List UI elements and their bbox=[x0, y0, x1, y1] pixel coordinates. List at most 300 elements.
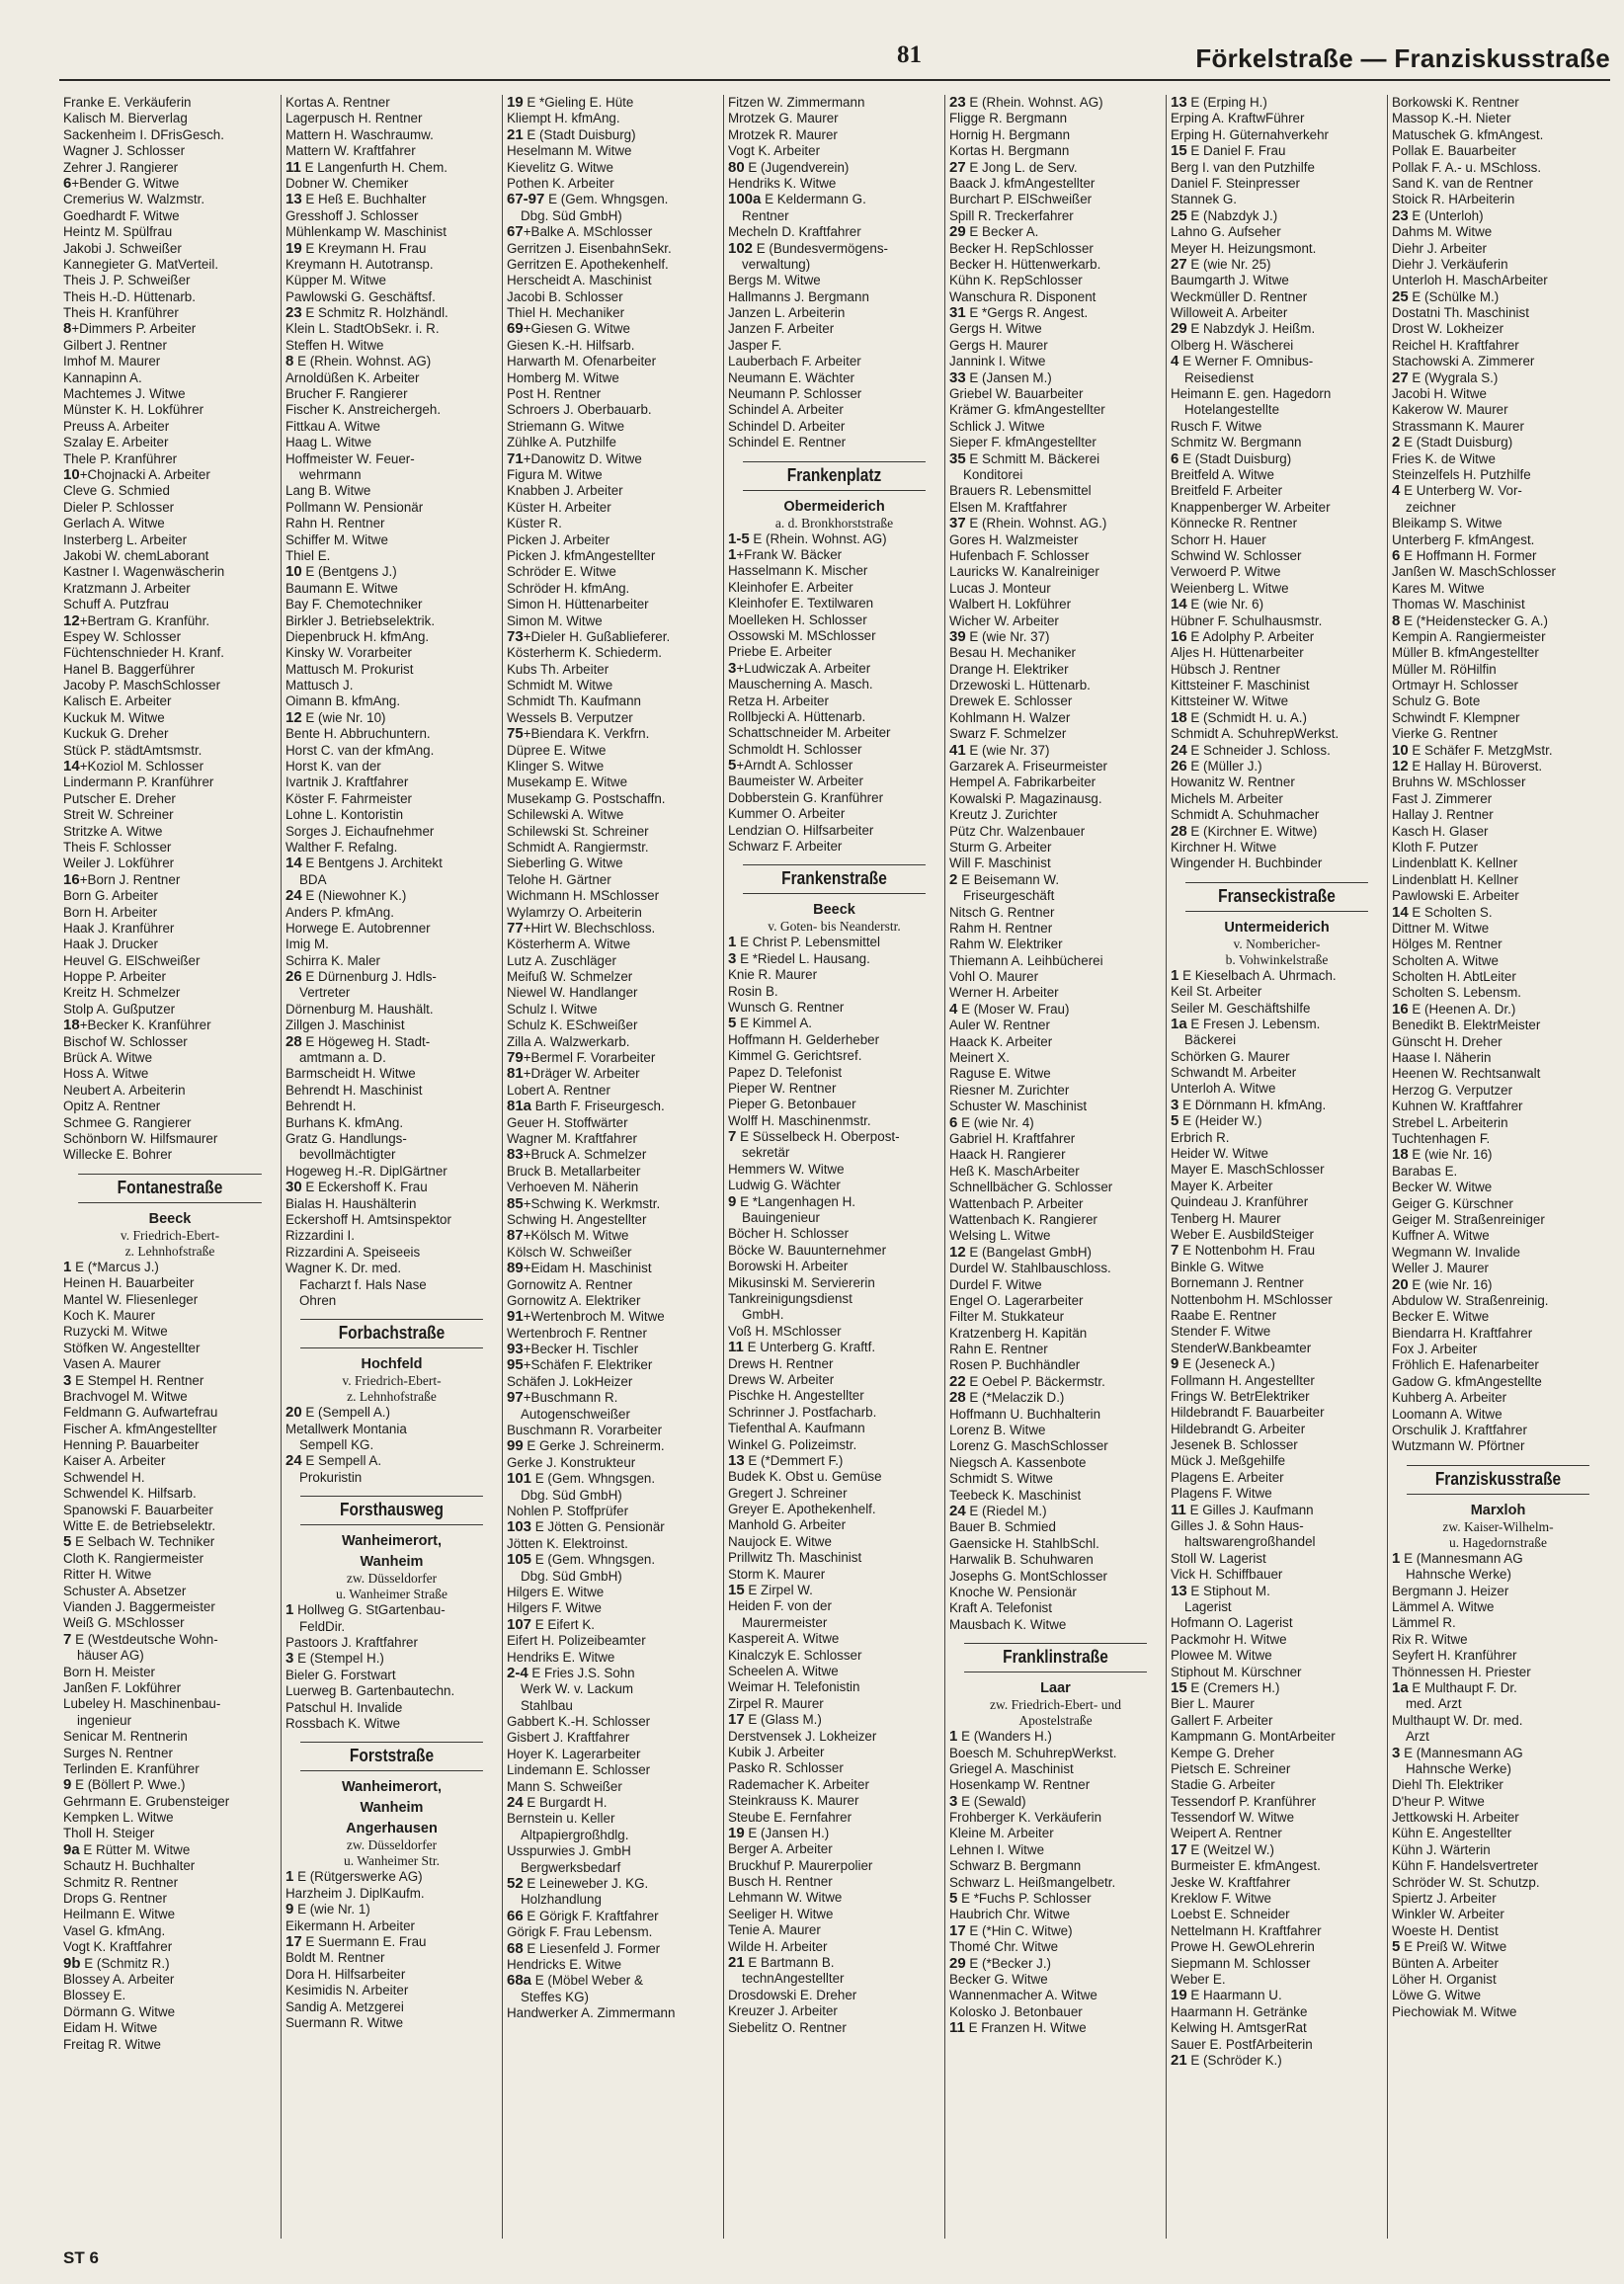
directory-entry: Geiger M. Straßenreiniger bbox=[1392, 1211, 1545, 1227]
directory-entry: Heenen W. Rechtsanwalt bbox=[1392, 1066, 1541, 1082]
directory-entry: Dora H. Hilfsarbeiter bbox=[285, 1966, 406, 1982]
house-number: 11 bbox=[949, 2020, 965, 2037]
district-name: Wanheimerort, bbox=[342, 1779, 442, 1796]
footer-mark: ST 6 bbox=[63, 2248, 99, 2267]
directory-entry: Pietsch E. Schreiner bbox=[1171, 1760, 1291, 1776]
directory-entry: Sand K. van de Rentner bbox=[1392, 175, 1533, 191]
directory-entry: Drzewoski L. Hüttenarb. bbox=[949, 678, 1091, 693]
directory-entry: Barabas E. bbox=[1392, 1163, 1458, 1179]
directory-entry: 6 E (wie Nr. 4) bbox=[949, 1114, 1034, 1131]
directory-entry: Thönnessen H. Priester bbox=[1392, 1664, 1531, 1679]
directory-entry: Cremerius W. Walzmstr. bbox=[63, 192, 205, 207]
directory-entry: Ludwig G. Wächter bbox=[728, 1178, 841, 1193]
directory-entry: Vianden J. Baggermeister bbox=[63, 1598, 215, 1614]
directory-entry: 99 E Gerke J. Schreinerm. bbox=[507, 1438, 665, 1455]
directory-entry: Heselmann M. Witwe bbox=[507, 143, 632, 159]
house-number: 79 bbox=[507, 1050, 524, 1067]
directory-entry: Szalay E. Arbeiter bbox=[63, 435, 169, 450]
directory-entry: Klein L. StadtObSekr. i. R. bbox=[285, 321, 440, 337]
house-number: 24 bbox=[507, 1795, 524, 1812]
directory-entry: 28 E (*Melaczik D.) bbox=[949, 1390, 1065, 1407]
house-number: 13 bbox=[1171, 95, 1187, 111]
directory-entry: Heider W. Witwe bbox=[1171, 1146, 1268, 1162]
directory-entry: Hendriks K. Witwe bbox=[728, 175, 837, 191]
directory-entry: Tiefenthal A. Kaufmann bbox=[728, 1421, 865, 1436]
directory-entry: Tenie A. Maurer bbox=[728, 1922, 821, 1938]
directory-entry: Janzen F. Arbeiter bbox=[728, 321, 835, 337]
column-3 bbox=[502, 95, 723, 2239]
directory-entry: Jesenek B. Schlosser bbox=[1171, 1437, 1298, 1453]
directory-entry: Gerlach A. Witwe bbox=[63, 516, 165, 531]
directory-entry: Koch K. Maurer bbox=[63, 1307, 156, 1323]
house-number: 9 bbox=[1171, 1356, 1179, 1373]
directory-entry: Spanowski F. Bauarbeiter bbox=[63, 1502, 213, 1517]
directory-entry: Küster R. bbox=[507, 516, 562, 531]
directory-entry: Kowalski P. Magazinausg. bbox=[949, 790, 1102, 806]
directory-entry: Frohberger K. Verkäuferin bbox=[949, 1810, 1102, 1826]
directory-entry: Budek K. Obst u. Gemüse bbox=[728, 1469, 882, 1485]
directory-entry: Lucas J. Monteur bbox=[949, 580, 1051, 596]
directory-entry: 97+Buschmann R. bbox=[507, 1390, 618, 1407]
house-number: 6 bbox=[63, 175, 72, 192]
house-number: 17 bbox=[949, 1922, 966, 1939]
directory-entry: Mausbach K. Witwe bbox=[949, 1616, 1067, 1632]
directory-entry: Eckershoff H. Amtsinspektor bbox=[285, 1211, 451, 1227]
directory-entry: Garzarek A. Friseurmeister bbox=[949, 759, 1107, 775]
directory-entry: Pieper W. Rentner bbox=[728, 1080, 837, 1096]
house-number: 68 bbox=[507, 1940, 524, 1957]
directory-entry: Schäfen J. LokHeizer bbox=[507, 1373, 633, 1389]
directory-entry: Lämmel R. bbox=[1392, 1615, 1456, 1631]
street-extent: v. Goten- bis Neanderstr. bbox=[768, 919, 901, 935]
directory-entry: Drosdowski E. Dreher bbox=[728, 1987, 857, 2002]
directory-entry: Plagens E. Arbeiter bbox=[1171, 1469, 1284, 1485]
directory-entry: Eifert H. Polizeibeamter bbox=[507, 1633, 646, 1649]
directory-entry: Mattusch M. Prokurist bbox=[285, 661, 414, 677]
directory-entry: Holzhandlung bbox=[521, 1892, 602, 1908]
directory-entry: Orschulik J. Kraftfahrer bbox=[1392, 1423, 1527, 1438]
directory-entry: Horst K. van der bbox=[285, 759, 381, 775]
directory-entry: Lindenblatt K. Kellner bbox=[1392, 856, 1518, 871]
directory-entry: 6 E (Stadt Duisburg) bbox=[1171, 450, 1292, 467]
directory-entry: 11 E Unterberg G. Kraftf. bbox=[728, 1340, 876, 1356]
street-extent: zw. Düsseldorfer bbox=[346, 1837, 438, 1853]
directory-entry: Picken J. kfmAngestellter bbox=[507, 547, 656, 563]
directory-entry: Vertreter bbox=[299, 985, 351, 1001]
directory-entry: Kakerow W. Maurer bbox=[1392, 402, 1508, 418]
directory-entry: 20 E (Sempell A.) bbox=[285, 1405, 390, 1422]
directory-entry: Schwarz B. Bergmann bbox=[949, 1858, 1082, 1874]
house-number: 3 bbox=[728, 660, 737, 677]
directory-entry: Jacobi H. Witwe bbox=[1392, 386, 1487, 402]
directory-entry: 67-97 E (Gem. Whngsgen. bbox=[507, 192, 669, 208]
directory-entry: Kleinhofer E. Textilwaren bbox=[728, 596, 874, 612]
directory-entry: med. Arzt bbox=[1406, 1696, 1462, 1712]
house-number: 4 bbox=[949, 1001, 958, 1018]
directory-entry: Haack H. Rangierer bbox=[949, 1147, 1066, 1163]
directory-entry: 10 E (Bentgens J.) bbox=[285, 564, 397, 581]
directory-entry: Espey W. Schlosser bbox=[63, 628, 182, 644]
directory-entry: Schmoldt H. Schlosser bbox=[728, 741, 862, 757]
directory-entry: Walbert H. Lokführer bbox=[949, 597, 1072, 612]
directory-entry: Drops G. Rentner bbox=[63, 1891, 167, 1907]
directory-entry: Opitz A. Rentner bbox=[63, 1099, 161, 1114]
directory-entry: Unterloh A. Witwe bbox=[1171, 1081, 1276, 1097]
directory-entry: Kastner I. Wagenwäscherin bbox=[63, 564, 225, 580]
directory-entry: Herscheidt A. Maschinist bbox=[507, 273, 652, 288]
directory-entry: 1 E (Mannesmann AG bbox=[1392, 1550, 1523, 1567]
directory-entry: 9 E (wie Nr. 1) bbox=[285, 1902, 370, 1918]
directory-entry: Fischer K. Anstreichergeh. bbox=[285, 402, 442, 418]
directory-entry: Schilewski A. Witwe bbox=[507, 807, 624, 823]
directory-entry: Rizzardini I. bbox=[285, 1228, 355, 1244]
directory-entry: Kinsky W. Vorarbeiter bbox=[285, 645, 413, 661]
directory-entry: Arzt bbox=[1406, 1729, 1429, 1745]
house-number: 27 bbox=[949, 159, 966, 176]
directory-entry: Düpree E. Witwe bbox=[507, 742, 607, 758]
directory-entry: 1a E Multhaupt F. Dr. bbox=[1392, 1679, 1517, 1696]
directory-entry: Papez D. Telefonist bbox=[728, 1064, 843, 1080]
directory-entry: 28 E Högeweg H. Stadt- bbox=[285, 1033, 431, 1050]
directory-entry: Günscht H. Dreher bbox=[1392, 1033, 1502, 1049]
directory-entry: 89+Eidam H. Maschinist bbox=[507, 1261, 652, 1277]
directory-entry: 7 E Süsselbeck H. Oberpost- bbox=[728, 1129, 900, 1146]
directory-entry: Hoyer K. Lagerarbeiter bbox=[507, 1746, 641, 1761]
directory-entry: 12 E (Bangelast GmbH) bbox=[949, 1244, 1092, 1261]
directory-entry: Baumgarth J. Witwe bbox=[1171, 273, 1289, 288]
directory-entry: Bente H. Abbruchuntern. bbox=[285, 726, 431, 742]
directory-entry: Bauingenieur bbox=[742, 1210, 820, 1226]
house-number: 73 bbox=[507, 628, 524, 645]
directory-entry: Hemmers W. Witwe bbox=[728, 1161, 845, 1177]
directory-entry: Ivartnik J. Kraftfahrer bbox=[285, 775, 409, 790]
directory-entry: Schmee G. Rangierer bbox=[63, 1114, 192, 1130]
directory-entry: D'heur P. Witwe bbox=[1392, 1793, 1485, 1809]
district-name: Angerhausen bbox=[346, 1821, 438, 1837]
directory-entry: Tessendorf P. Kranführer bbox=[1171, 1793, 1317, 1809]
house-number: 17 bbox=[285, 1933, 302, 1950]
house-number: 7 bbox=[1171, 1243, 1179, 1260]
directory-entry: Schorr H. Hauer bbox=[1171, 531, 1266, 547]
house-number: 23 bbox=[285, 305, 302, 322]
house-number: 99 bbox=[507, 1438, 524, 1455]
directory-entry: Kubs Th. Arbeiter bbox=[507, 661, 609, 677]
directory-entry: 23 E Schmitz R. Holzhändl. bbox=[285, 305, 448, 322]
directory-entry: Feldmann G. Aufwartefrau bbox=[63, 1405, 218, 1421]
directory-entry: Kolosko J. Betonbauer bbox=[949, 2003, 1083, 2019]
directory-entry: 23 E (Unterloh) bbox=[1392, 207, 1484, 224]
directory-entry: Giesen K.-H. Hilfsarb. bbox=[507, 337, 635, 353]
directory-entry: Dbg. Süd GmbH) bbox=[521, 1487, 622, 1503]
street-extent: zw. Kaiser-Wilhelm- bbox=[1442, 1518, 1554, 1534]
directory-entry: Packmohr H. Witwe bbox=[1171, 1631, 1287, 1647]
directory-entry: Dobner W. Chemiker bbox=[285, 175, 409, 191]
directory-entry: Jacoby P. MaschSchlosser bbox=[63, 678, 221, 693]
directory-entry: Wunsch G. Rentner bbox=[728, 999, 845, 1015]
directory-columns bbox=[59, 95, 1610, 2239]
directory-entry: 83+Bruck A. Schmelzer bbox=[507, 1147, 647, 1164]
directory-entry: Kuhberg A. Arbeiter bbox=[1392, 1390, 1507, 1406]
directory-entry: Steinkrauss K. Maurer bbox=[728, 1793, 859, 1809]
directory-entry: Ohren bbox=[299, 1292, 337, 1308]
directory-entry: Schmitz W. Bergmann bbox=[1171, 435, 1302, 450]
directory-entry: Schwendel H. bbox=[63, 1469, 145, 1485]
district-name: Hochfeld bbox=[361, 1356, 423, 1373]
directory-entry: Eikermann H. Arbeiter bbox=[285, 1917, 415, 1933]
directory-entry: Kölsch W. Schweißer bbox=[507, 1244, 632, 1260]
directory-entry: Lohne L. Kontoristin bbox=[285, 807, 404, 823]
directory-entry: Greyer E. Apothekenhelf. bbox=[728, 1502, 876, 1517]
directory-entry: Theis H. Kranführer bbox=[63, 305, 179, 321]
directory-entry: 15 E Daniel F. Frau bbox=[1171, 143, 1286, 160]
directory-entry: 11 E Franzen H. Witwe bbox=[949, 2020, 1087, 2037]
directory-entry: Thomé Chr. Witwe bbox=[949, 1939, 1059, 1955]
directory-entry: 1 E Kieselbach A. Uhrmach. bbox=[1171, 967, 1337, 984]
directory-entry: Goedhardt F. Witwe bbox=[63, 207, 180, 223]
directory-entry: Jettkowski H. Arbeiter bbox=[1392, 1810, 1519, 1826]
street-heading: Fontanestraße bbox=[78, 1174, 262, 1203]
directory-entry: Heintz M. Spülfrau bbox=[63, 224, 173, 240]
directory-entry: 19 E *Gieling E. Hüte bbox=[507, 95, 634, 111]
directory-entry: 19 E Kreymann H. Frau bbox=[285, 240, 427, 257]
directory-entry: Hempel A. Fabrikarbeiter bbox=[949, 775, 1096, 790]
directory-entry: Schrinner J. Postfacharb. bbox=[728, 1404, 877, 1420]
directory-entry: Stachowski A. Zimmerer bbox=[1392, 354, 1535, 369]
directory-entry: Kuffner A. Witwe bbox=[1392, 1228, 1490, 1244]
directory-entry: Dostatni Th. Maschinist bbox=[1392, 305, 1529, 321]
directory-entry: 19 E (Jansen H.) bbox=[728, 1825, 830, 1841]
directory-entry: Spill R. Treckerfahrer bbox=[949, 207, 1074, 223]
directory-entry: Pieper G. Betonbauer bbox=[728, 1097, 856, 1112]
directory-entry: Schröder H. kfmAng. bbox=[507, 580, 630, 596]
house-number: 4 bbox=[1171, 354, 1179, 370]
directory-entry: Kelwing H. AmtsgerRat bbox=[1171, 2020, 1307, 2036]
street-heading: Franklinstraße bbox=[964, 1643, 1147, 1672]
house-number: 35 bbox=[949, 450, 966, 467]
directory-entry: Dittner M. Witwe bbox=[1392, 920, 1490, 936]
directory-entry: Gergs H. Witwe bbox=[949, 321, 1042, 337]
directory-entry: Drews W. Arbeiter bbox=[728, 1371, 835, 1387]
street-extent: zw. Düsseldorfer bbox=[346, 1571, 438, 1587]
directory-entry: Hildebrandt G. Arbeiter bbox=[1171, 1421, 1306, 1436]
directory-entry: Tessendorf W. Witwe bbox=[1171, 1810, 1295, 1826]
directory-entry: Cleve G. Schmied bbox=[63, 483, 170, 499]
house-number: 2-4 bbox=[507, 1665, 528, 1681]
house-number: 1a bbox=[1171, 1016, 1187, 1032]
directory-entry: Weller J. Maurer bbox=[1392, 1261, 1489, 1276]
directory-entry: Hoss A. Witwe bbox=[63, 1066, 149, 1082]
directory-entry: Hofmann O. Lagerist bbox=[1171, 1615, 1293, 1631]
directory-entry: Haak J. Drucker bbox=[63, 937, 158, 952]
directory-entry: Raabe E. Rentner bbox=[1171, 1307, 1277, 1323]
directory-entry: 100a E Keldermann G. bbox=[728, 192, 866, 208]
directory-entry: 52 E Leineweber J. KG. bbox=[507, 1875, 649, 1892]
directory-entry: Kreymann H. Autotransp. bbox=[285, 256, 434, 272]
directory-entry: 20 E (wie Nr. 16) bbox=[1392, 1276, 1493, 1293]
directory-entry: Putscher E. Dreher bbox=[63, 790, 176, 806]
directory-entry: Diehr J. Verkäuferin bbox=[1392, 256, 1508, 272]
page-header bbox=[59, 38, 1610, 81]
directory-entry: Seyfert H. Kranführer bbox=[1392, 1648, 1517, 1664]
directory-entry: 26 E (Müller J.) bbox=[1171, 759, 1262, 775]
directory-entry: Kesimidis N. Arbeiter bbox=[285, 1983, 409, 1998]
directory-entry: Fitzen W. Zimmermann bbox=[728, 95, 865, 110]
directory-entry: Preuss A. Arbeiter bbox=[63, 418, 170, 434]
column-7 bbox=[1387, 95, 1608, 2239]
directory-entry: Hilgers E. Witwe bbox=[507, 1584, 605, 1599]
directory-entry: Bleikamp S. Witwe bbox=[1392, 516, 1502, 531]
directory-entry: Pawlowski E. Arbeiter bbox=[1392, 888, 1519, 904]
directory-entry: Scholten A. Witwe bbox=[1392, 952, 1499, 968]
directory-entry: Kievelitz G. Witwe bbox=[507, 159, 613, 175]
directory-entry: Matuschek G. kfmAngest. bbox=[1392, 126, 1544, 142]
directory-entry: Siebelitz O. Rentner bbox=[728, 2019, 847, 2035]
house-number: 89 bbox=[507, 1261, 524, 1277]
directory-entry: 2 E Beisemann W. bbox=[949, 871, 1060, 888]
directory-entry: Rizzardini A. Speiseeis bbox=[285, 1244, 421, 1260]
house-number: 21 bbox=[507, 126, 524, 143]
directory-entry: 1 E (Wanders H.) bbox=[949, 1729, 1052, 1746]
house-number: 3 bbox=[285, 1651, 294, 1668]
directory-entry: Baack J. kfmAngestellter bbox=[949, 175, 1096, 191]
directory-entry: 6+Bender G. Witwe bbox=[63, 175, 180, 192]
directory-entry: Bruhns W. MSchlosser bbox=[1392, 775, 1526, 790]
directory-entry: Sieberling G. Witwe bbox=[507, 856, 623, 871]
directory-entry: Senicar M. Rentnerin bbox=[63, 1729, 188, 1745]
house-number: 15 bbox=[728, 1583, 745, 1599]
directory-entry: Haubrich Chr. Witwe bbox=[949, 1907, 1071, 1922]
house-number: 1 bbox=[285, 1602, 294, 1619]
house-number: 10 bbox=[285, 564, 302, 581]
directory-entry: Olberg H. Wäscherei bbox=[1171, 337, 1294, 353]
directory-entry: Borkowski K. Rentner bbox=[1392, 95, 1519, 110]
directory-entry: Münster K. H. Lokführer bbox=[63, 402, 204, 418]
directory-entry: Kreklow F. Witwe bbox=[1171, 1891, 1271, 1907]
directory-entry: Baumeister W. Arbeiter bbox=[728, 774, 863, 789]
house-number: 3 bbox=[1392, 1745, 1401, 1761]
directory-entry: Kühn E. Angestellter bbox=[1392, 1826, 1512, 1841]
directory-entry: Becker H. Hüttenwerkarb. bbox=[949, 256, 1101, 272]
directory-entry: Strassmann K. Maurer bbox=[1392, 418, 1524, 434]
house-number: 28 bbox=[949, 1390, 966, 1407]
page-number: 81 bbox=[897, 41, 922, 68]
directory-entry: Weckmüller D. Rentner bbox=[1171, 288, 1308, 304]
house-number: 6 bbox=[1392, 547, 1401, 564]
house-number: 9a bbox=[63, 1841, 80, 1858]
directory-entry: Hendricks E. Witwe bbox=[507, 1956, 622, 1972]
directory-entry: 93+Becker H. Tischler bbox=[507, 1342, 639, 1358]
house-number: 9 bbox=[63, 1777, 72, 1794]
directory-entry: Haag L. Witwe bbox=[285, 435, 372, 450]
directory-entry: Wattenbach P. Arbeiter bbox=[949, 1195, 1084, 1211]
directory-entry: Bernstein u. Keller bbox=[507, 1811, 615, 1827]
directory-entry: Hendriks E. Witwe bbox=[507, 1649, 615, 1665]
directory-entry: 25 E (Schülke M.) bbox=[1392, 288, 1500, 305]
directory-entry: Breitfeld F. Arbeiter bbox=[1171, 483, 1283, 499]
directory-entry: Birkler J. Betriebselektrik. bbox=[285, 612, 436, 628]
directory-entry: Kempin A. Rangiermeister bbox=[1392, 628, 1546, 644]
directory-entry: Geuer H. Stoffwärter bbox=[507, 1114, 628, 1130]
directory-entry: 17 E (Glass M.) bbox=[728, 1712, 822, 1729]
street-extent: z. Lehnhofstraße bbox=[124, 1243, 215, 1259]
directory-entry: 18 E (wie Nr. 16) bbox=[1392, 1147, 1493, 1164]
street-extent: v. Friedrich-Ebert- bbox=[120, 1227, 220, 1243]
directory-entry: Dahms M. Witwe bbox=[1392, 224, 1493, 240]
directory-entry: Kimmel G. Gerichtsref. bbox=[728, 1048, 862, 1064]
house-number: 29 bbox=[949, 1955, 966, 1972]
directory-entry: Borowski H. Arbeiter bbox=[728, 1259, 849, 1274]
directory-entry: Lauricks W. Kanalreiniger bbox=[949, 564, 1099, 580]
directory-entry: 10+Chojnacki A. Arbeiter bbox=[63, 466, 210, 483]
directory-entry: Kuckuk M. Witwe bbox=[63, 709, 165, 725]
street-extent: a. d. Bronkhorststraße bbox=[774, 515, 894, 530]
directory-entry: Willecke E. Bohrer bbox=[63, 1147, 173, 1163]
directory-entry: Behrendt H. Maschinist bbox=[285, 1082, 423, 1098]
directory-entry: Gores H. Walzmeister bbox=[949, 531, 1079, 547]
house-number: 6 bbox=[1171, 450, 1179, 467]
directory-entry: Berg I. van den Putzhilfe bbox=[1171, 159, 1315, 175]
directory-entry: Pütz Chr. Walzenbauer bbox=[949, 823, 1086, 839]
directory-entry: Schmidt Th. Kaufmann bbox=[507, 693, 641, 709]
directory-entry: Friseurgeschäft bbox=[963, 888, 1055, 904]
directory-entry: Surges N. Rentner bbox=[63, 1745, 173, 1760]
house-number: 1 bbox=[1392, 1550, 1401, 1567]
directory-entry: Schmidt A. Rangiermstr. bbox=[507, 839, 649, 855]
directory-entry: Schönborn W. Hilfsmaurer bbox=[63, 1131, 218, 1146]
directory-entry: 11 E Langenfurth H. Chem. bbox=[285, 159, 447, 176]
directory-entry: 69+Giesen G. Witwe bbox=[507, 321, 630, 338]
directory-entry: Kloth F. Putzer bbox=[1392, 839, 1479, 855]
directory-entry: Wilde H. Arbeiter bbox=[728, 1938, 828, 1954]
directory-entry: Gilbert J. Rentner bbox=[63, 337, 167, 353]
directory-entry: Heimann E. gen. Hagedorn bbox=[1171, 386, 1332, 402]
directory-entry: 11 E Gilles J. Kaufmann bbox=[1171, 1502, 1314, 1518]
directory-entry: Bieler G. Forstwart bbox=[285, 1667, 396, 1682]
directory-entry: Lagerpusch H. Rentner bbox=[285, 111, 423, 126]
directory-entry: 2-4 E Fries J.S. Sohn bbox=[507, 1665, 635, 1681]
directory-entry: Tenberg H. Maurer bbox=[1171, 1210, 1281, 1226]
directory-entry: häuser AG) bbox=[77, 1648, 144, 1664]
house-number: 12 bbox=[949, 1244, 966, 1261]
directory-entry: Weimar H. Telefonistin bbox=[728, 1679, 860, 1695]
directory-entry: Schmidt M. Witwe bbox=[507, 678, 613, 693]
directory-entry: Schwendel K. Hilfsarb. bbox=[63, 1486, 197, 1502]
directory-entry: Biendarra H. Kraftfahrer bbox=[1392, 1325, 1533, 1341]
street-extent: zw. Friedrich-Ebert- und bbox=[990, 1697, 1121, 1713]
directory-entry: 27 E Jong L. de Serv. bbox=[949, 159, 1078, 176]
directory-entry: Erbrich R. bbox=[1171, 1129, 1230, 1145]
directory-entry: Becker H. RepSchlosser bbox=[949, 240, 1094, 256]
street-extent: u. Wanheimer Straße bbox=[335, 1587, 447, 1602]
directory-entry: 3 E Stempel H. Rentner bbox=[63, 1372, 204, 1389]
directory-entry: Sieper F. kfmAngestellter bbox=[949, 435, 1096, 450]
directory-entry: 13 E (Erping H.) bbox=[1171, 95, 1267, 111]
directory-entry: 2 E (Stadt Duisburg) bbox=[1392, 435, 1513, 451]
directory-entry: Görigk F. Frau Lebensm. bbox=[507, 1924, 653, 1940]
directory-entry: 24 E Sempell A. bbox=[285, 1453, 382, 1470]
directory-entry: Vogt K. Arbeiter bbox=[728, 143, 821, 159]
directory-entry: Elsen M. Kraftfahrer bbox=[949, 499, 1068, 515]
directory-entry: Schwarz F. Arbeiter bbox=[728, 839, 843, 855]
house-number: 16 bbox=[63, 871, 80, 888]
directory-entry: Mauscherning A. Masch. bbox=[728, 677, 873, 693]
directory-entry: Wanschura R. Disponent bbox=[949, 288, 1096, 304]
directory-entry: Follmann H. Angestellter bbox=[1171, 1372, 1315, 1388]
directory-entry: Welsing L. Witwe bbox=[949, 1228, 1051, 1244]
column-2 bbox=[281, 95, 502, 2239]
house-number: 91 bbox=[507, 1309, 524, 1326]
directory-entry: Janßen W. MaschSchlosser bbox=[1392, 564, 1556, 580]
